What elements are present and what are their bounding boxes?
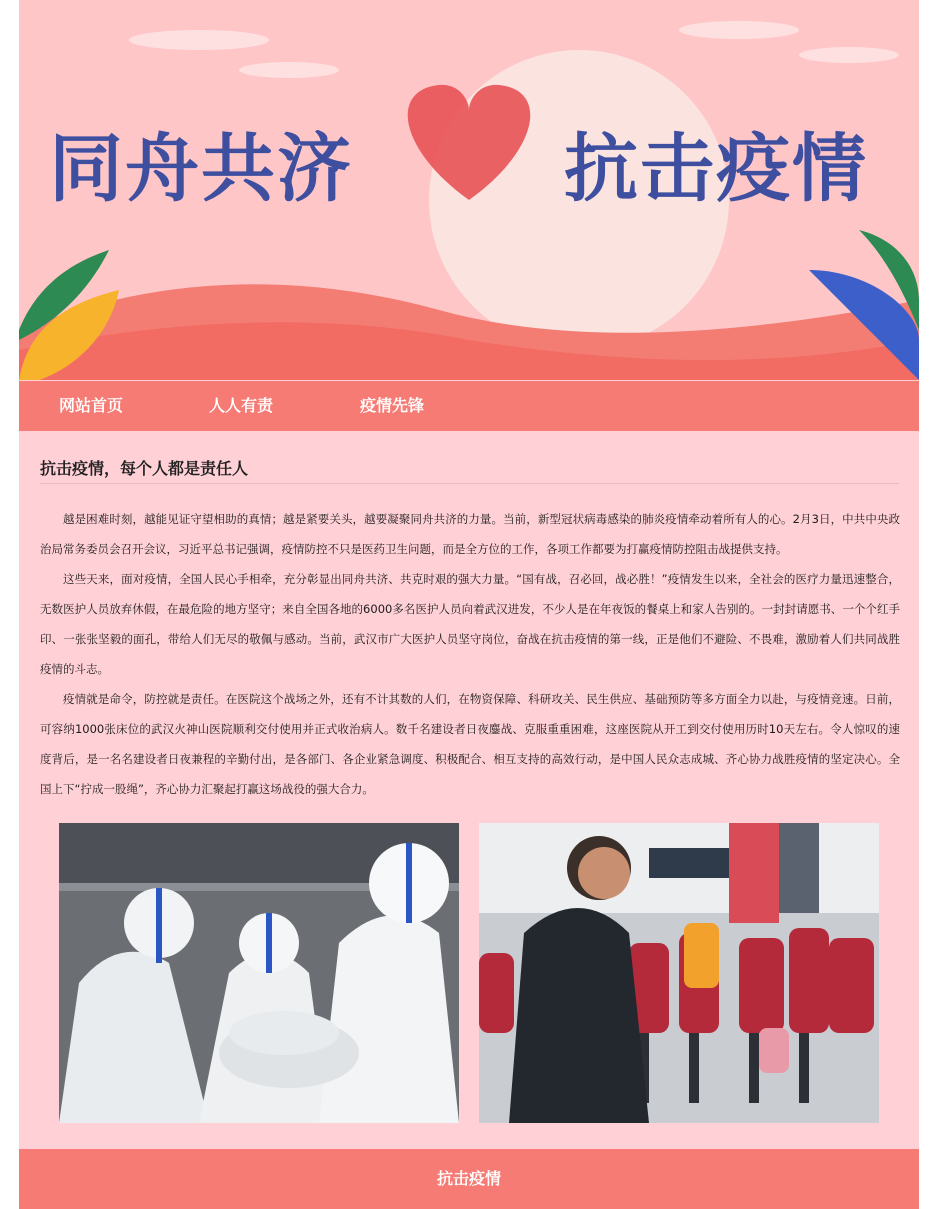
title-divider: [40, 483, 899, 484]
photo-medical-workers: [59, 823, 459, 1123]
page-container: [19, 0, 919, 1209]
article-title: 抗击疫情，每个人都是责任人: [40, 459, 249, 478]
nav-item-pioneers[interactable]: 疫情先锋: [360, 396, 425, 415]
banner-title-left: 同舟共济: [49, 126, 353, 212]
article-paragraph-1: 越是困难时刻，越能见证守望相助的真情；越是紧要关头，越要凝聚同舟共济的力量。当前，新型冠状病毒感染的肺炎疫情牵动着所有人的心。2月3日，中共中央政治局常务委员会召开会议，习近平总书记强调，疫情防控不只是医药卫生问题，而是全方位的工作，各项工作都要为打赢疫情防控阻击战提供支持。: [40, 512, 900, 556]
footer-text: 抗击疫情: [436, 1169, 501, 1188]
banner-image: [19, 0, 919, 380]
nav-item-home[interactable]: 网站首页: [59, 396, 124, 415]
banner-title-right: 抗击疫情: [564, 126, 868, 212]
article-body: [40, 504, 900, 804]
main-nav: [19, 381, 919, 431]
nav-item-responsibility[interactable]: 人人有责: [209, 396, 274, 415]
article-paragraph-2: 这些天来，面对疫情，全国人民心手相牵，充分彰显出同舟共济、共克时艰的强大力量。“国有战，召必回，战必胜！”疫情发生以来，全社会的医疗力量迅速整合，无数医护人员放弃休假，在最危险的地方坚守；来自全国各地的6000多名医护人员向着武汉进发，不少人是在年夜饭的餐桌上和家人告别的。一封封请愿书、一个个红手印、一张张坚毅的面孔，带给人们无尽的敬佩与感动。当前，武汉市广大医护人员坚守岗位，奋战在抗击疫情的第一线，正是他们不避险、不畏难，激励着人们共同战胜疫情的斗志。: [40, 572, 900, 676]
article-paragraph-3: 疫情就是命令，防控就是责任。在医院这个战场之外，还有不计其数的人们，在物资保障、科研攻关、民生供应、基础预防等多方面全力以赴，与疫情竞速。日前，可容纳1000张床位的武汉火神山医院顺利交付使用并正式收治病人。数千名建设者日夜鏖战、克服重重困难，这座医院从开工到交付使用历时10天左右。令人惊叹的速度背后，是一名名建设者日夜兼程的辛勤付出，是各部门、各企业紧急调度、积极配合、相互支持的高效行动，是中国人民众志成城、齐心协力战胜疫情的坚定决心。全国上下“拧成一股绳”，齐心协力汇聚起打赢这场战役的强大合力。: [40, 692, 900, 796]
footer-bar: [19, 1149, 919, 1209]
photo-medical-team-departure: [479, 823, 879, 1123]
